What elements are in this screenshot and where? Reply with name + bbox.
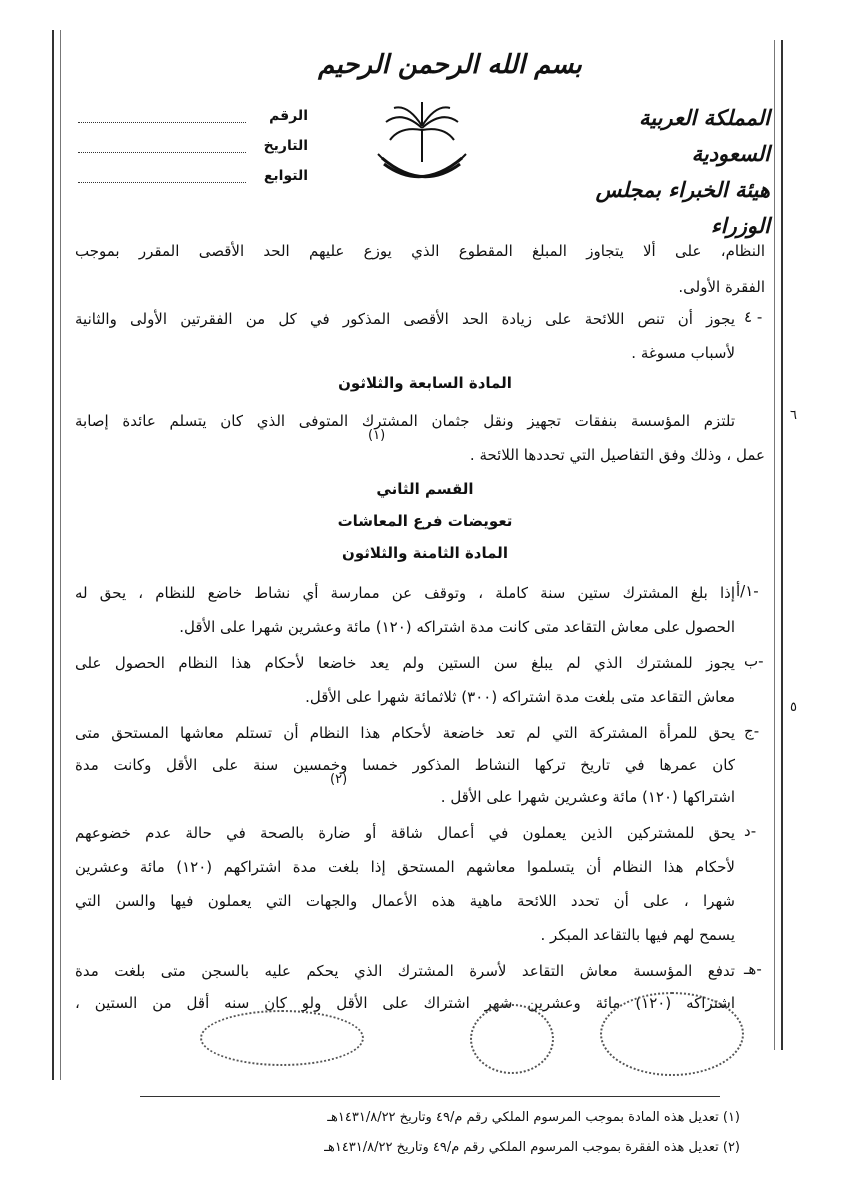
reference-number-field <box>78 108 308 134</box>
paragraph-line: لأحكام هذا النظام أن يتسلموا معاشهم المستحق إذا بلغت مدة اشتراكهم (١٢٠) مائة وعشرين <box>75 858 735 876</box>
section-heading: القسم الثاني <box>376 480 474 498</box>
paragraph-line: الحصول على معاش التقاعد متى كانت مدة اشتراكه (١٢٠) مائة وعشرين شهرا على الأقل. <box>179 618 735 636</box>
footnote-separator <box>140 1096 720 1097</box>
paragraph-line: معاش التقاعد متى بلغت مدة اشتراكه (٣٠٠) ثلاثمائة شهرا على الأقل. <box>305 688 735 706</box>
clause-h-marker: هـ- <box>744 960 762 978</box>
paragraph-line: يسمح لهم فيها بالتقاعد المبكر . <box>540 926 735 944</box>
date-field <box>78 138 308 164</box>
article-37-heading: المادة السابعة والثلاثون <box>338 374 512 392</box>
paragraph-line: الفقرة الأولى. <box>678 278 765 296</box>
paragraph-line: إذا بلغ المشترك ستين سنة كاملة ، وتوقف عن ممارسة أي نشاط خاضع للنظام ، يحق له <box>75 584 735 602</box>
margin-mark: ٥ <box>790 700 797 715</box>
right-page-border <box>774 40 783 1050</box>
clause-d-marker: د- <box>744 822 757 840</box>
paragraph-line: عمل ، وذلك وفق التفاصيل التي تحددها اللائحة . <box>469 446 765 464</box>
paragraph-line: يجوز للمشترك الذي لم يبلغ سن الستين ولم يعد خاضعا لأحكام هذا النظام الحصول على <box>75 654 735 672</box>
footnote-1: (١) تعديل هذه المادة بموجب المرسوم الملكي رقم م/٤٩ وتاريخ ١٤٣١/٨/٢٢هـ <box>327 1110 740 1125</box>
attachments-dotted-line <box>78 182 246 183</box>
seal-stamp <box>470 1004 554 1074</box>
attachments-field <box>78 168 308 194</box>
paragraph-line: يحق للمرأة المشتركة التي لم تعد خاضعة لأحكام هذا النظام أن تستلم معاشها المستحق متى <box>75 724 735 742</box>
org-line-1: المملكة العربية السعودية <box>638 105 770 166</box>
attachments-label: التوابع <box>263 168 308 184</box>
date-label: التاريخ <box>263 138 308 154</box>
paragraph-line: النظام، على ألا يتجاوز المبلغ المقطوع الذي يوزع عليهم الحد الأقصى المقرر بموجب <box>75 242 765 260</box>
date-dotted-line <box>78 152 246 153</box>
paragraph-line: لأسباب مسوغة . <box>631 344 735 362</box>
clause-c-marker: ج- <box>744 722 760 740</box>
paragraph-line: تلتزم المؤسسة بنفقات تجهيز ونقل جثمان المشترك المتوفى الذي كان يتسلم عائدة إصابة <box>75 412 735 430</box>
paragraph-line: تدفع المؤسسة معاش التقاعد لأسرة المشترك الذي يحكم عليه بالسجن متى بلغت مدة <box>75 962 735 980</box>
paragraph-line: يحق للمشتركين الذين يعملون في أعمال شاقة أو ضارة بالصحة في حالة عدم خضوعهم <box>75 824 735 842</box>
clause-a-marker: ١/أ- <box>736 582 759 600</box>
clause-b-marker: ب- <box>744 652 764 670</box>
reference-label: الرقم <box>269 108 308 124</box>
footnote-reference: (٢) <box>330 772 348 787</box>
saudi-emblem-icon <box>372 100 472 190</box>
section-subheading: تعويضات فرع المعاشات <box>337 512 513 530</box>
footnote-reference: (١) <box>368 428 386 443</box>
paragraph-line: اشتراكه (١٢٠) مائة وعشرين شهر اشتراك على الأقل ولو كان سنه أقل من الستين ، <box>75 994 735 1012</box>
item-4-marker: ٤ - <box>744 308 763 326</box>
seal-stamp <box>200 1010 364 1066</box>
organization-name <box>560 100 770 244</box>
paragraph-line: يجوز أن تنص اللائحة على زيادة الحد الأقصى المذكور في كل من الفقرتين الأولى والثانية <box>75 310 735 328</box>
footnote-2: (٢) تعديل هذه الفقرة بموجب المرسوم الملكي رقم م/٤٩ وتاريخ ١٤٣١/٨/٢٢هـ <box>324 1140 740 1155</box>
margin-mark: ٦ <box>790 408 797 423</box>
reference-dotted-line <box>78 122 246 123</box>
paragraph-line: اشتراكها (١٢٠) مائة وعشرين شهرا على الأقل . <box>440 788 735 806</box>
paragraph-line: شهرا ، على أن تحدد اللائحة ماهية هذه الأعمال والجهات التي يعملون فيها والسن التي <box>75 892 735 910</box>
basmala-heading: بسم الله الرحمن الرحيم <box>318 50 582 80</box>
paragraph-line: كان عمرها في تاريخ تركها النشاط المذكور خمسا وخمسين سنة على الأقل وكانت مدة <box>75 756 735 774</box>
org-line-2: هيئة الخبراء بمجلس الوزراء <box>595 177 770 238</box>
seal-stamp <box>600 992 744 1076</box>
article-38-heading: المادة الثامنة والثلاثون <box>342 544 508 562</box>
left-page-border <box>52 30 61 1080</box>
